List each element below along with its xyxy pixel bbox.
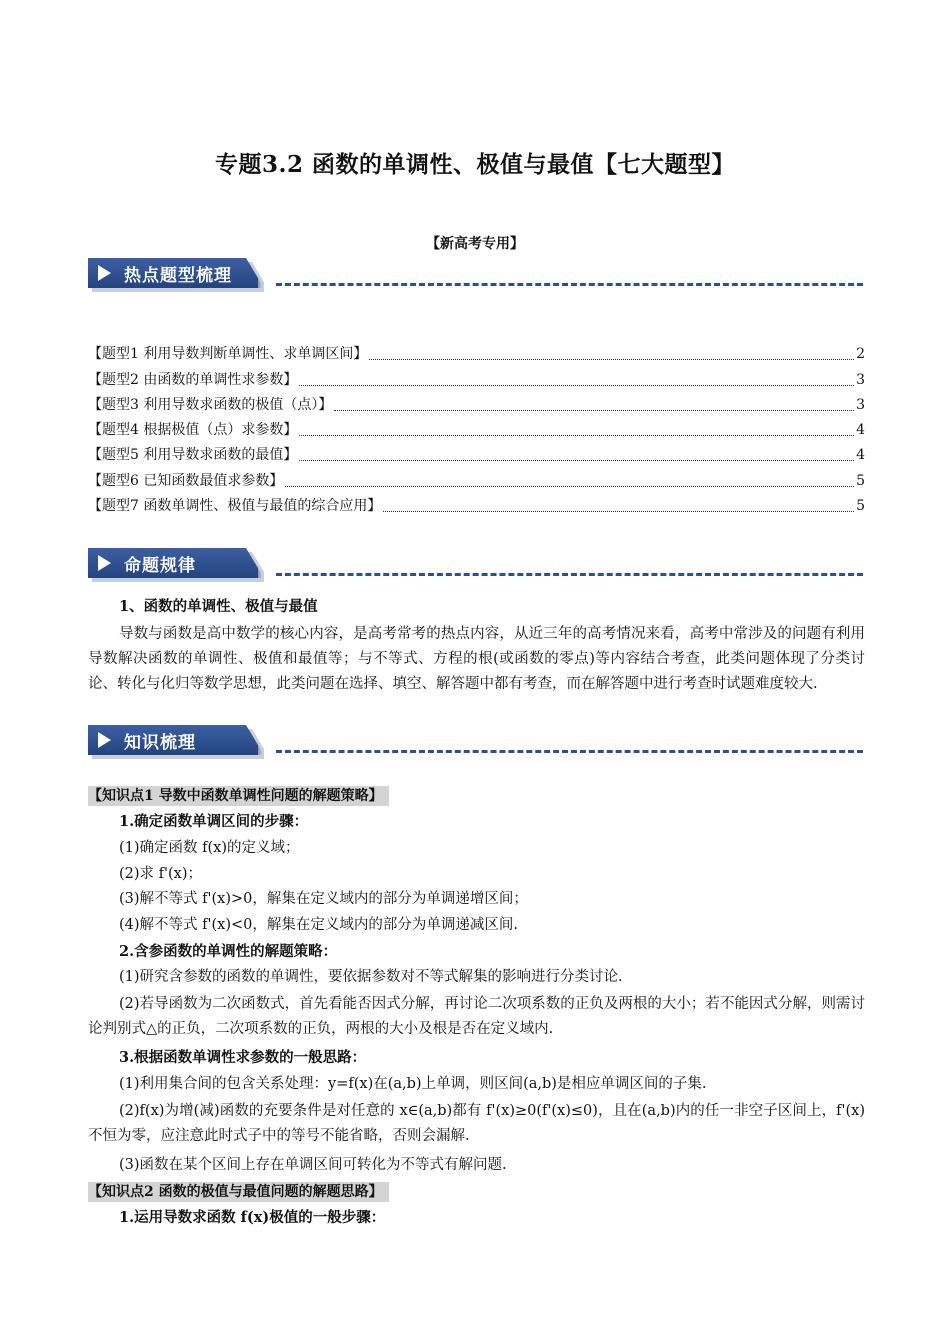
toc-leader-dots bbox=[383, 511, 854, 512]
toc-entry-page: 5 bbox=[856, 472, 865, 489]
toc-leader-dots bbox=[299, 435, 854, 436]
toc-entry-page: 3 bbox=[856, 396, 865, 413]
toc-leader-dots bbox=[299, 460, 854, 461]
toc-entry-page: 3 bbox=[856, 371, 865, 388]
banner-label: 命题规律 bbox=[124, 556, 196, 576]
table-of-contents bbox=[88, 342, 865, 519]
toc-entry-title: 【题型1 利用导数判断单调性、求单调区间】 bbox=[88, 346, 368, 363]
kp1-heading-2: 2.含参函数的单调性的解题策略： bbox=[119, 943, 338, 960]
kp2-heading-1: 1.运用导数求函数 f(x)极值的一般步骤： bbox=[119, 1209, 386, 1226]
section-banner-knowledge bbox=[88, 725, 863, 761]
toc-entry-page: 5 bbox=[856, 498, 865, 515]
banner-label: 热点题型梳理 bbox=[124, 266, 232, 286]
toc-entry[interactable] bbox=[88, 393, 865, 418]
kp1-idea-3: (3)函数在某个区间上存在单调区间可转化为不等式有解问题. bbox=[119, 1157, 507, 1173]
banner-dash-line bbox=[276, 573, 863, 576]
toc-entry[interactable] bbox=[88, 342, 865, 367]
toc-entry[interactable] bbox=[88, 418, 865, 443]
play-arrow-icon bbox=[98, 555, 111, 571]
banner-dash-line bbox=[276, 750, 863, 753]
kp1-heading-1: 1.确定函数单调区间的步骤： bbox=[119, 813, 309, 830]
section-banner-rules bbox=[88, 548, 863, 584]
toc-entry-title: 【题型5 利用导数求函数的最值】 bbox=[88, 447, 298, 464]
toc-entry[interactable] bbox=[88, 367, 865, 392]
toc-entry-title: 【题型7 函数单调性、极值与最值的综合应用】 bbox=[88, 498, 382, 515]
kp1-strategy-1: (1)研究含参数的函数的单调性，要依据参数对不等式解集的影响进行分类讨论. bbox=[119, 969, 623, 985]
toc-entry[interactable] bbox=[88, 494, 865, 519]
toc-entry-title: 【题型6 已知函数最值求参数】 bbox=[88, 472, 284, 489]
play-arrow-icon bbox=[98, 265, 111, 281]
section-banner-hot-topics bbox=[88, 258, 863, 294]
toc-leader-dots bbox=[285, 486, 854, 487]
kp1-step-1: (1)确定函数 f(x)的定义域； bbox=[119, 840, 300, 856]
toc-entry-page: 4 bbox=[856, 447, 865, 464]
toc-leader-dots bbox=[369, 359, 854, 360]
kp1-idea-2: (2)f(x)为增(减)函数的充要条件是对任意的 x∈(a,b)都有 f'(x)≥0(f'(x)≤0)，且在(a,b)内的任一非空子区间上，f'(x)不恒为零，应注意此时式子中的等号不能省略，否则会漏解. bbox=[88, 1103, 865, 1145]
toc-entry-title: 【题型4 根据极值（点）求参数】 bbox=[88, 422, 298, 439]
banner-dash-line bbox=[276, 283, 863, 286]
toc-entry-title: 【题型3 利用导数求函数的极值（点）】 bbox=[88, 396, 333, 413]
toc-entry-title: 【题型2 由函数的单调性求参数】 bbox=[88, 371, 298, 388]
kp1-heading-3: 3.根据函数单调性求参数的一般思路： bbox=[119, 1049, 367, 1066]
toc-entry-page: 2 bbox=[856, 346, 865, 363]
toc-entry-page: 4 bbox=[856, 422, 865, 439]
kp1-step-4: (4)解不等式 f'(x)<0，解集在定义域内的部分为单调递减区间. bbox=[119, 917, 518, 933]
kp1-idea-1: (1)利用集合间的包含关系处理：y=f(x)在(a,b)上单调，则区间(a,b)是相应单调区间的子集. bbox=[119, 1076, 707, 1092]
knowledge-point-title: 【知识点1 导数中函数单调性问题的解题策略】 bbox=[88, 786, 389, 806]
banner-label: 知识梳理 bbox=[124, 733, 196, 753]
document-title: 专题3.2 函数的单调性、极值与最值【七大题型】 bbox=[214, 151, 736, 178]
kp1-step-2: (2)求 f'(x)； bbox=[119, 866, 202, 882]
knowledge-point-title: 【知识点2 函数的极值与最值问题的解题思路】 bbox=[88, 1182, 389, 1202]
toc-leader-dots bbox=[299, 385, 854, 386]
kp1-strategy-2: (2)若导函数为二次函数式，首先看能否因式分解，再讨论二次项系数的正负及两根的大小；若不能因式分解，则需讨论判别式△的正负，二次项系数的正负，两根的大小及根是否在定义域内. bbox=[88, 996, 865, 1038]
toc-leader-dots bbox=[334, 410, 854, 411]
kp1-step-3: (3)解不等式 f'(x)>0，解集在定义域内的部分为单调递增区间； bbox=[119, 891, 528, 907]
rule-heading: 1、函数的单调性、极值与最值 bbox=[119, 598, 318, 615]
toc-entry[interactable] bbox=[88, 443, 865, 468]
rule-paragraph: 导数与函数是高中数学的核心内容，是高考常考的热点内容，从近三年的高考情况来看，高考中常涉及的问题有利用导数解决函数的单调性、极值和最值等；与不等式、方程的根(或函数的零点)等内容结合考查，此类问题体现了分类讨论、转化与化归等数学思想，此类问题在选择、填空、解答题中都有考查，而在解答题中进行考查时试题难度较大. bbox=[88, 626, 865, 693]
toc-entry[interactable] bbox=[88, 468, 865, 493]
play-arrow-icon bbox=[98, 732, 111, 748]
document-subtitle: 【新高考专用】 bbox=[426, 236, 524, 252]
